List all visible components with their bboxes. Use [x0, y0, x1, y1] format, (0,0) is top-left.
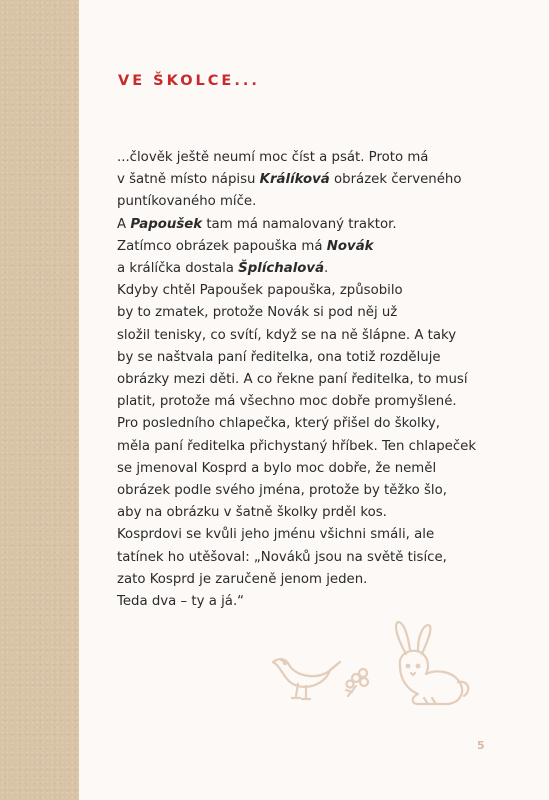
- chapter-heading: VE ŠKOLCE...: [118, 73, 260, 89]
- text-line: [117, 547, 517, 569]
- text-line: [117, 347, 517, 369]
- text-line: [117, 369, 517, 391]
- text-segment: zato Kosprd je zaručeně jenom jeden.: [117, 571, 368, 587]
- text-line: [117, 169, 517, 191]
- page-number: 5: [477, 739, 485, 752]
- text-segment: by to zmatek, protože Novák si pod něj už: [117, 305, 398, 321]
- text-line: [117, 236, 517, 258]
- text-segment: by se naštvala paní ředitelka, ona totiž rozděluje: [117, 349, 441, 365]
- name-emphasis: Novák: [326, 238, 374, 254]
- text-line: [117, 458, 517, 480]
- text-segment: puntíkovaného míče.: [117, 194, 257, 210]
- text-segment: .: [324, 261, 329, 277]
- text-segment: obrázek červeného: [329, 172, 462, 188]
- name-emphasis: Papoušek: [130, 216, 203, 232]
- text-segment: tam má namalovaný traktor.: [202, 216, 397, 232]
- text-line: [117, 191, 517, 213]
- name-emphasis: Králíková: [259, 172, 330, 188]
- text-segment: Kosprdovi se kvůli jeho jménu všichni smáli, ale: [117, 527, 435, 543]
- text-segment: se jmenoval Kosprd a bylo moc dobře, že neměl: [117, 460, 437, 476]
- text-segment: složil tenisky, co svítí, když se na ně šlápne. A taky: [117, 327, 457, 343]
- text-line: [117, 214, 517, 236]
- illustration: [268, 618, 473, 708]
- text-line: [117, 325, 517, 347]
- text-segment: ...člověk ještě neumí moc číst a psát. Proto má: [117, 150, 429, 165]
- text-segment: tatínek ho utěšoval: „Nováků jsou na světě tisíce,: [117, 549, 447, 565]
- text-segment: Zatímco obrázek papouška má: [117, 238, 327, 254]
- text-segment: Pro posledního chlapečka, který přišel do školky,: [117, 416, 441, 432]
- text-line: [117, 413, 517, 435]
- name-emphasis: Šplíchalová: [238, 261, 325, 277]
- text-line: [117, 258, 517, 280]
- book-spine-strip: [0, 0, 79, 800]
- text-line: [117, 591, 517, 613]
- text-segment: platit, protože má všechno moc dobře promyšlené.: [117, 394, 457, 410]
- bird-icon: [273, 659, 340, 699]
- text-line: [117, 524, 517, 546]
- text-segment: obrázek podle svého jména, protože by těžko šlo,: [117, 483, 447, 499]
- text-line: [117, 569, 517, 591]
- text-line: [117, 436, 517, 458]
- text-segment: Kdyby chtěl Papoušek papouška, způsobilo: [117, 283, 403, 299]
- text-segment: Teda dva – ty a já.“: [117, 594, 245, 610]
- text-line: [117, 502, 517, 524]
- text-line: [117, 391, 517, 413]
- text-segment: a králíčka dostala: [117, 261, 239, 277]
- text-line: [117, 302, 517, 324]
- text-segment: v šatně místo nápisu: [117, 172, 260, 188]
- text-line: [117, 147, 517, 169]
- text-segment: měla paní ředitelka přichystaný hříbek. Ten chlapeček: [117, 438, 477, 454]
- text-segment: A: [117, 216, 131, 232]
- text-line: [117, 480, 517, 502]
- text-line: [117, 280, 517, 302]
- text-segment: obrázky mezi děti. A co řekne paní ředitelka, to musí: [117, 372, 468, 388]
- rabbit-icon: [396, 622, 468, 704]
- text-segment: aby na obrázku v šatně školky prděl kos.: [117, 505, 387, 521]
- flower-icon: [346, 669, 368, 696]
- story-text: [117, 147, 517, 613]
